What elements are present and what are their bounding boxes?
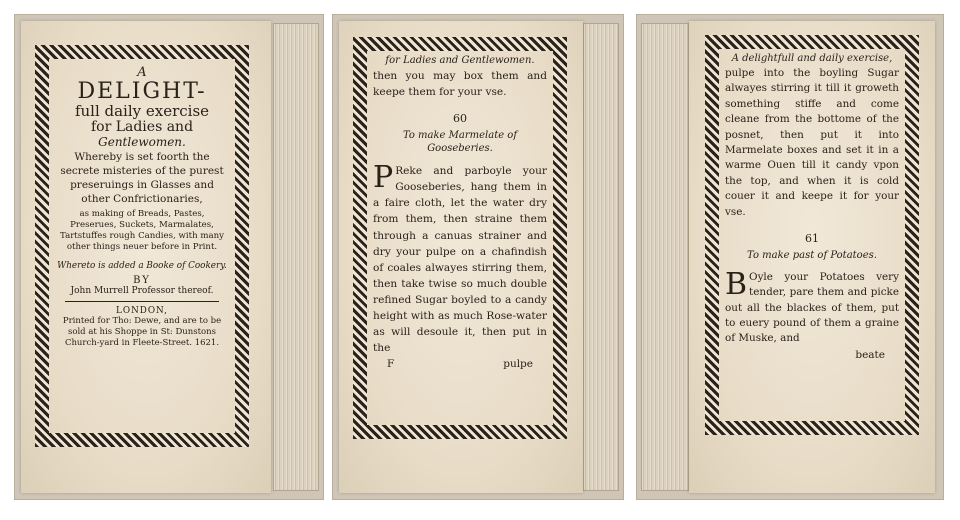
page-61-text bbox=[719, 49, 905, 421]
title-description: Whereby is set foorth the secrete misteries of the purest preseruings in Glasses and other Confrictionaries, bbox=[60, 151, 224, 205]
title-delight: DELIGHT- bbox=[77, 79, 207, 104]
book-title-page bbox=[14, 14, 324, 500]
page-edges bbox=[583, 23, 619, 491]
page-edges bbox=[273, 23, 319, 491]
drop-cap: P bbox=[373, 160, 394, 196]
title-gentlewomen: Gentlewomen. bbox=[98, 134, 186, 149]
title-contents: as making of Breads, Pastes, Preserues, Suckets, Marmalates, Tartstuffes rough Candies, with many other things neuer before in Print. bbox=[60, 208, 224, 252]
recipe-lead: then you may box them and keepe them for your vse. bbox=[373, 70, 547, 99]
title-full-daily: full daily exercise bbox=[74, 102, 210, 121]
running-title: for Ladies and Gentlewomen. bbox=[385, 55, 535, 66]
recipe-lead: pulpe into the boyling Sugar alwayes stirring it till it groweth something stiffe and come cleane from the bottome of the posnet, then put it into Marmelate boxes and set it in a warme Ouen till it candy vpon the top, and when it is cold couer it and keepe it for your vse. bbox=[725, 67, 899, 218]
title-london: LONDON, bbox=[116, 305, 168, 316]
title-article: A bbox=[137, 65, 147, 80]
title-imprint: Printed for Tho: Dewe, and are to be sold at his Shoppe in St: Dunstons Church-yard in Fleete-Street. 1621. bbox=[62, 315, 222, 348]
book-page-61 bbox=[636, 14, 944, 500]
title-author: John Murrell Professor thereof. bbox=[70, 285, 214, 296]
recipe-number: 60 bbox=[453, 112, 467, 126]
page-61 bbox=[689, 21, 935, 493]
page-footer bbox=[725, 349, 899, 361]
page-footer bbox=[373, 358, 547, 370]
recipe-text: Reke and parboyle your Gooseberies, hang them in a faire cloth, let the water dry from them, then straine them through a canuas strainer and dry your pulpe on a chafindish of coales alwayes stirring them, then take twise so much double refined Sugar boyled to a candy height with as much Rose-water as will desoule it, then put in the bbox=[373, 165, 547, 355]
printer-signature: F bbox=[387, 358, 395, 371]
running-title: A delightfull and daily exercise, bbox=[731, 53, 893, 64]
book-page-60 bbox=[332, 14, 624, 500]
recipe-text: Oyle your Potatoes very tender, pare them and picke out all the blackes of them, put to euery pound of them a graine of Muske, and bbox=[725, 270, 899, 345]
page-edges bbox=[641, 23, 689, 491]
page-60-text bbox=[367, 51, 553, 425]
catchword: beate bbox=[855, 348, 885, 361]
ornamental-border bbox=[705, 35, 919, 435]
title-appendix: Whereto is added a Booke of Cookery. bbox=[57, 260, 227, 271]
recipe-number: 61 bbox=[805, 231, 819, 245]
title-text-block bbox=[49, 59, 235, 433]
title-by: BY bbox=[133, 274, 151, 286]
title-page bbox=[21, 21, 271, 493]
recipe-body bbox=[373, 160, 547, 356]
drop-cap: B bbox=[725, 266, 748, 302]
page-60 bbox=[339, 21, 583, 493]
catchword: pulpe bbox=[503, 358, 533, 371]
recipe-heading: To make Marmelate of Gooseberies. bbox=[402, 130, 518, 155]
title-for-ladies: for Ladies and bbox=[90, 118, 194, 135]
recipe-heading: To make past of Potatoes. bbox=[747, 249, 877, 261]
recipe-body bbox=[725, 266, 899, 347]
title-divider bbox=[65, 301, 219, 302]
ornamental-border bbox=[353, 37, 567, 439]
ornamental-border bbox=[35, 45, 249, 447]
